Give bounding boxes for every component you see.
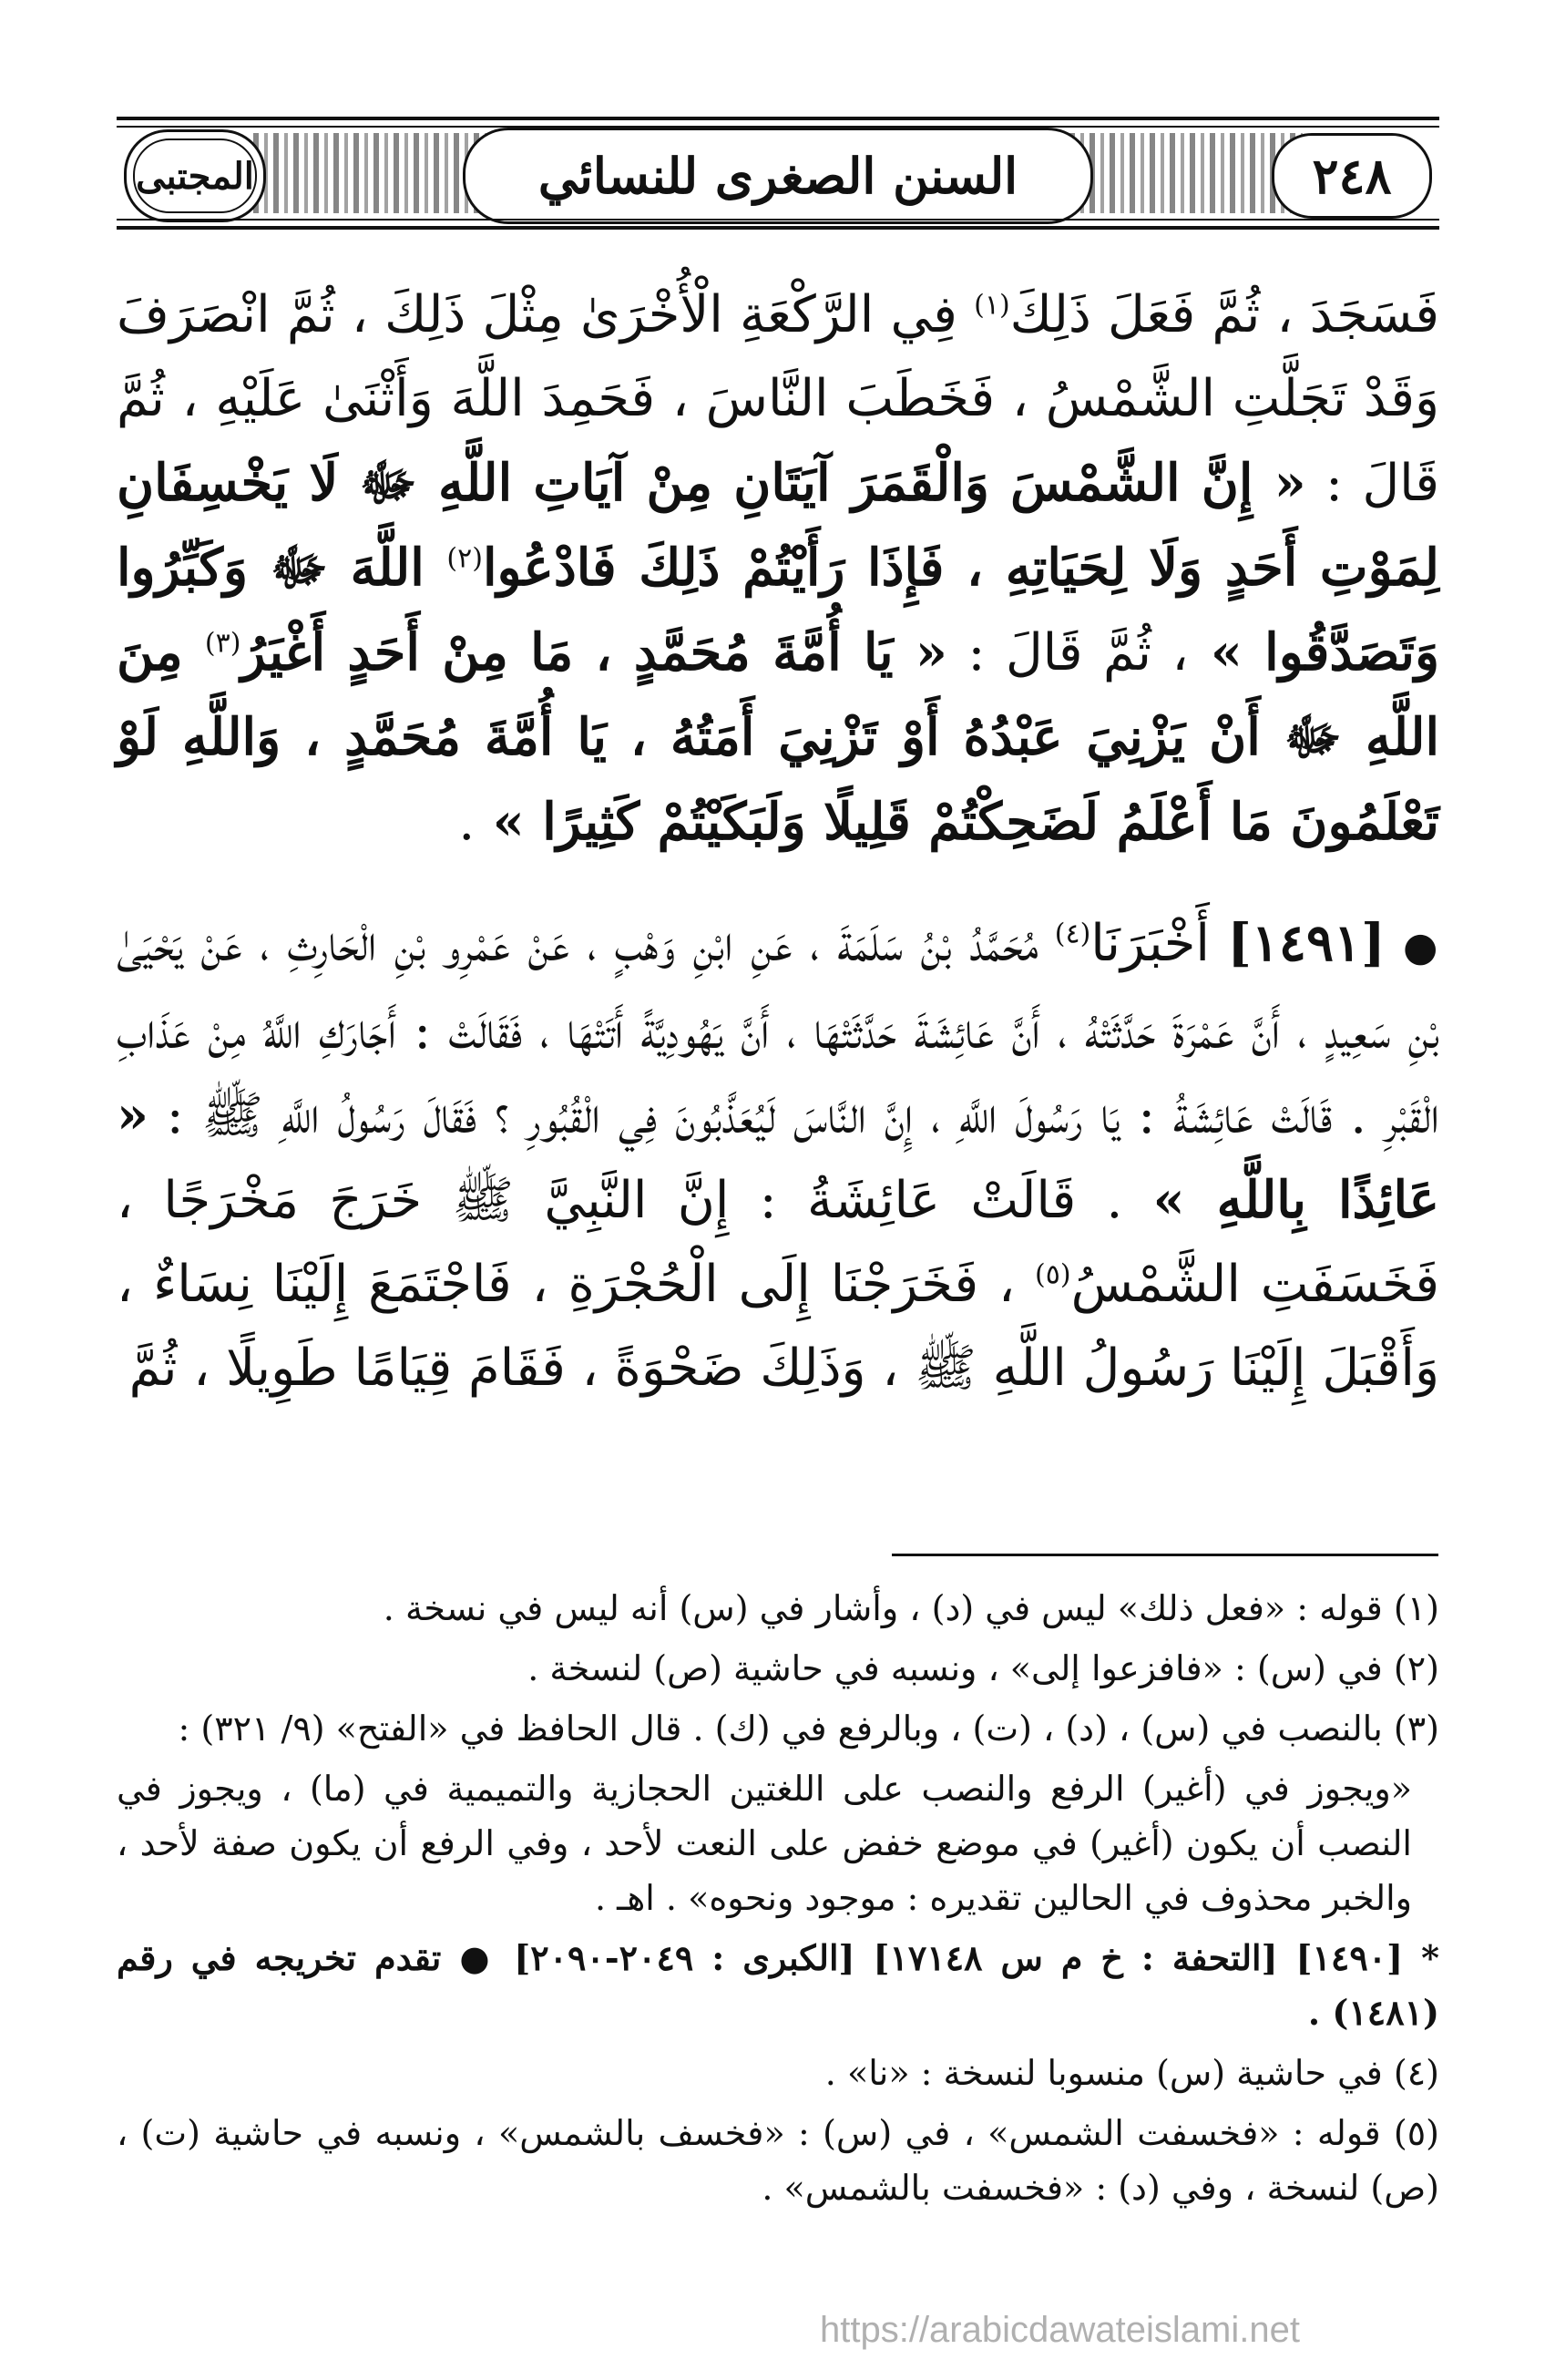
watermark-url: https://arabicdawateislami.net — [820, 2310, 1300, 2350]
text-segment: ، فَخَرَجْنَا إِلَى الْحُجْرَةِ ، فَاجْتَمَعَ إِلَيْنَا نِسَاءٌ ، وَأَقْبَلَ إِلَيْنَا رَسُولُ اللَّهِ ﷺ ، وَذَلِكَ ضَحْوَةً ، فَقَامَ قِيَامًا طَوِيلًا ، ثُمَّ — [117, 1255, 1439, 1398]
footnote-2: (٢) في (س) : «فافزعوا إلى» ، ونسبه في حاشية (ص) لنسخة . — [527, 1648, 1439, 1688]
text-segment: فِي الرَّكْعَةِ الْأُخْرَىٰ مِثْلَ ذَلِكَ ، ثُمَّ انْصَرَفَ وَقَدْ تَجَلَّتِ الشَّمْسُ ، فَخَطَبَ النَّاسَ ، فَحَمِدَ اللَّهَ وَأَثْنَىٰ عَلَيْهِ ، ثُمَّ قَالَ : — [117, 285, 1439, 513]
text-segment: . قَالَتْ عَائِشَةُ : إِنَّ النَّبِيَّ ﷺ خَرَجَ مَخْرَجًا ، فَخَسَفَتِ الشَّمْسُ — [117, 1171, 1439, 1314]
takhrij-note: * [١٤٩٠] [التحفة : خ م س ١٧١٤٨] [الكبرى : ٢٠٤٩-٢٠٩٠] ● تقدم تخريجه في رقم (١٤٨١) . — [117, 1937, 1439, 2033]
hadith-quote: مِنَ اللَّهِ ﷻ أَنْ يَزْنِيَ عَبْدُهُ أَوْ تَزْنِيَ أَمَتُهُ ، يَا أُمَّةَ مُحَمَّدٍ ، وَاللَّهِ لَوْ تَعْلَمُونَ مَا أَعْلَمُ لَضَحِكْتُمْ قَلِيلًا وَلَبَكَيْتُمْ كَثِيرًا » — [117, 622, 1439, 852]
footnote-ref-1: (١) — [974, 289, 1010, 322]
footnote-5: (٥) قوله : «فخسفت الشمس» ، في (س) : «فخسف بالشمس» ، ونسبه في حاشية (ت) ، (ص) لنسخة ، وفي (د) : «فخسفت بالشمس» . — [117, 2113, 1439, 2208]
footnote-separator — [892, 1554, 1438, 1556]
main-text — [117, 273, 1439, 1411]
hadith-quote: « يَا أُمَّةَ مُحَمَّدٍ ، مَا مِنْ أَحَدٍ أَغْيَرُ — [240, 622, 947, 682]
book-seal: المجتبى — [124, 129, 266, 222]
footnote-ref-2: (٢) — [446, 542, 483, 575]
footnote-1: (١) قوله : «فعل ذلك» ليس في (د) ، وأشار في (س) أنه ليس في نسخة . — [383, 1588, 1439, 1628]
hadith-number: [١٤٩١] — [1227, 913, 1386, 973]
footnote-ref-5: (٥) — [1035, 1258, 1071, 1291]
paragraph-1 — [117, 273, 1439, 865]
hadith-quote: « عَائِذًا بِاللَّهِ » — [117, 1085, 1439, 1230]
bullet-icon: ● — [1403, 924, 1439, 970]
text-segment: مُحَمَّدُ بْنُ سَلَمَةَ ، عَنِ ابْنِ وَهْبٍ ، عَنْ عَمْرِو بْنِ الْحَارِثِ ، عَنْ يَحْيَىٰ بْنِ سَعِيدٍ ، أَنَّ عَمْرَةَ حَدَّثَتْهُ ، أَنَّ عَائِشَةَ حَدَّثَتْهَا ، أَنَّ يَهُودِيَّةً أَتَتْهَا ، فَقَالَتْ : أَجَارَكِ اللَّهُ مِنْ عَذَابِ الْقَبْرِ . قَالَتْ عَائِشَةُ : يَا رَسُولَ اللَّهِ ، إِنَّ النَّاسَ لَيُعَذَّبُونَ فِي الْقُبُورِ ؟ فَقَالَ رَسُولُ اللَّهِ ﷺ : — [117, 914, 1439, 1145]
footnotes — [117, 1581, 1439, 2221]
footnote-ref-4: (٤) — [1054, 918, 1091, 950]
footnote-ref-3: (٣) — [204, 627, 241, 660]
page-number: ٢٤٨ — [1272, 133, 1432, 219]
footnote-4: (٤) في حاشية (س) منسوبا لنسخة : «نا» . — [824, 2053, 1439, 2093]
hadith-quote: « إِنَّ الشَّمْسَ وَالْقَمَرَ آيَتَانِ مِنْ آيَاتِ اللَّهِ ﷻ لَا يَخْسِفَانِ لِمَوْتِ أَحَدٍ وَلَا لِحَيَاتِهِ ، فَإِذَا رَأَيْتُمْ ذَلِكَ فَادْعُوا — [117, 453, 1439, 598]
book-title: السنن الصغرى للنسائي — [463, 128, 1093, 224]
page-header — [117, 117, 1439, 230]
akhbarana: أَخْبَرَنَا — [1090, 914, 1228, 973]
paragraph-2 — [117, 901, 1439, 1411]
text-segment: . — [458, 793, 476, 852]
text-segment: ، ثُمَّ قَالَ : — [946, 623, 1189, 682]
text-segment: فَسَجَدَ ، ثُمَّ فَعَلَ ذَلِكَ — [1009, 285, 1439, 344]
footnote-3-quote: «ويجوز في (أغير) الرفع والنصب على اللغتين الحجازية والتميمية في (ما) ، ويجوز في النصب أن يكون (أغير) في موضع خفض على النعت لأحد ، وفي الرفع أن يكون صفة لأحد ، والخبر محذوف في الحالين تقديره : موجود ونحوه» . اهـ . — [117, 1769, 1412, 1918]
hadith-quote: اللَّهَ ﷻ وَكَبِّرُوا وَتَصَدَّقُوا » — [117, 538, 1439, 682]
footnote-3: (٣) بالنصب في (س) ، (د) ، (ت) ، وبالرفع في (ك) . قال الحافظ في «الفتح» (٩/ ٣٢١) : — [178, 1708, 1439, 1749]
